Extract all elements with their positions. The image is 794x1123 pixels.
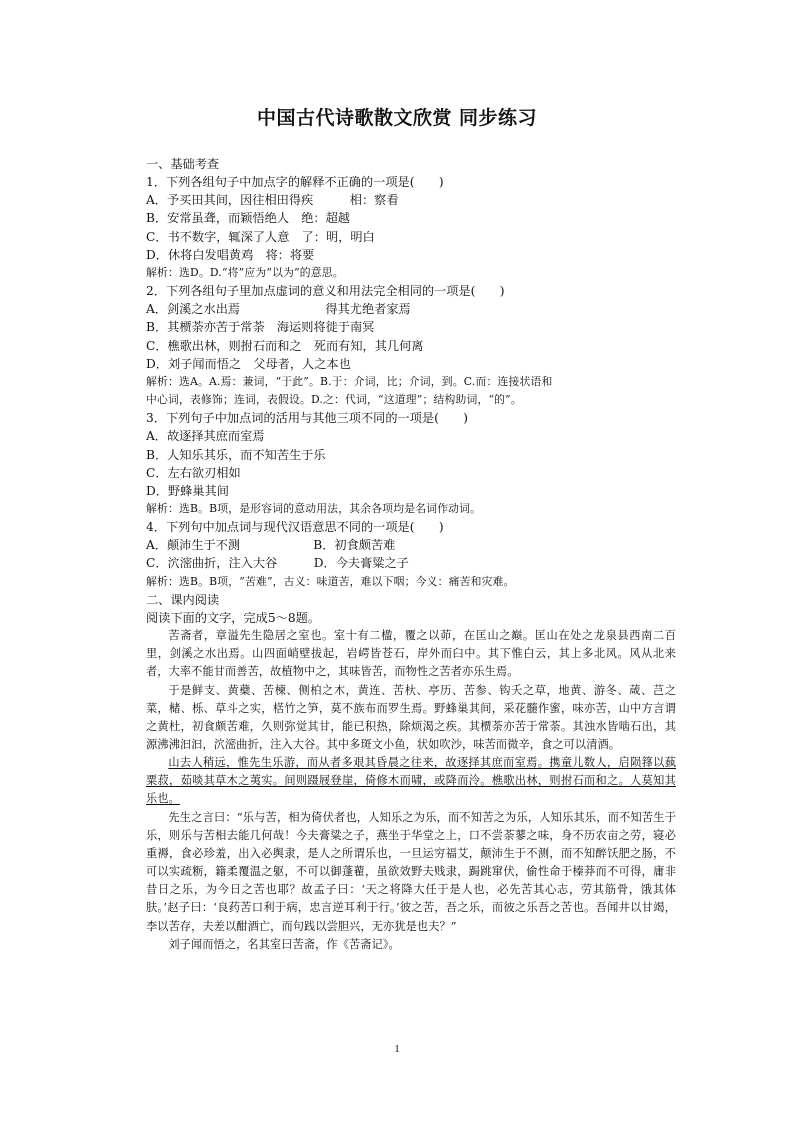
passage-paragraph: 苦斋者，章溢先生隐居之室也。室十有二楹，覆之以茆，在匡山之巅。匡山在处之龙泉县西南二百里，剑溪之水出焉。山四面峭壁拔起，岩崿皆苍石，岸外而臼中。其下惟白云，其上多北风。风从北来者，大率不能甘而善苦，故植物中之，其味皆苦，而物性之苦者亦乐生焉。 — [146, 629, 676, 679]
reading-instruction: 阅读下面的文字，完成5～8题。 — [146, 610, 320, 625]
answer-explanation: 解析：选B。B项，是形容词的意动用法，其余各项均是名词作动词。 — [146, 501, 482, 515]
option-d: D．刘子闻而悟之 父母者，人之本也 — [146, 356, 351, 371]
passage-paragraph: 刘子闻而悟之，名其室曰苦斋，作《苦斋记》。 — [168, 937, 400, 951]
passage-paragraph-underlined: 山去人稍远，惟先生乐游，而从者多艰其昏晨之往来，故逐择其庶而室焉。携童儿数人，启陨箨以蓺粟菽，茹啖其草木之荑实。间则蹑屐登崖，倚修木而啸，或降而泠。樵歌出林，则拊石而和之。人莫知其乐也。 — [146, 756, 676, 806]
section-heading: 一、基础考查 — [146, 157, 220, 171]
option-c: C．书不数字，辄深了人意 了：明，明白 — [146, 229, 375, 244]
option-a: A．予买田其间，因往相田得疾 相：察看 — [146, 193, 399, 208]
question-3: 3．下列句子中加点词的活用与其他三项不同的一项是( ) — [146, 411, 468, 426]
option-b: B．人知乐其乐，而不知苦生于乐 — [146, 447, 326, 462]
question-1: 1．下列各组句子中加点字的解释不正确的一项是( ) — [146, 175, 444, 190]
passage-paragraph: 先生之言曰：“乐与苦，相为倚伏者也，人知乐之为乐，而不知苦之为乐，人知乐其乐，而不知苦生于乐，则乐与苦相去能几何哉！今夫膏粱之子，燕坐于华堂之上，口不尝荼蓼之味，身不历农亩之劳，寝必重褥，食必珍羞，出入必舆隶，是人之所谓乐也，一旦运穷福艾，颠沛生于不测，而不知醉饫肥之肠，不可以实疏粝，籍柔覆温之躯，不可以御蓬藋，虽欲效野夫贱隶，跼跳窜伏，偷性命于榛莽而不可得，庸非昔日之乐，为今日之苦也耶？故孟子曰：‘天之将降大任于是人也，必先苦其心志，劳其筋骨，饿其体肤。’赵子曰：‘良药苦口利于病，忠言逆耳利于行。’彼之苦，吾之乐，而彼之乐吾之苦也。吾闻井以甘竭，李以苦存，夫差以酣酒亡，而句践以尝胆兴，无亦犹是也夫？” — [146, 810, 676, 933]
question-2: 2．下列各组句子里加点虚词的意义和用法完全相同的一项是( ) — [146, 284, 505, 299]
option-c: C．樵歌出林，则拊石而和之 死而有知，其几何离 — [146, 338, 424, 353]
option-b: B．其槚荼亦苦于常荼 海运则将徙于南冥 — [146, 320, 375, 335]
passage-paragraph: 于是鲜支、黄蘗、苦楝、侧柏之木，黄连、苦杕、亭历、苦参、钩夭之草，地黄、游冬、葴、芑之菜，槠、栎、草斗之实，楛竹之笋，莫不族布而罗生焉。野蜂巢其间，采花髓作蜜，味亦苦，山中方言谓之黄杜，初食颇苦难，久则弥觉其甘，能已积热，除烦渴之疾。其槚荼亦苦于常荼。其浊水皆啮石出，其源沸沸汩汩，泬滵曲折，注入大谷。其中多斑文小鱼，状如吹沙，味苦而微辛，食之可以清酒。 — [146, 683, 676, 751]
option-d: D．野蜂巢其间 — [146, 483, 229, 498]
answer-explanation-cont: 中心词，表修饰；连词，表假设。D.之：代词，“这道理”；结构助词，“的”。 — [146, 393, 522, 407]
question-4: 4．下列句中加点词与现代汉语意思不同的一项是( ) — [146, 520, 444, 535]
option-a: A．剑溪之水出焉 得其尤绝者家焉 — [146, 302, 411, 317]
answer-explanation: 解析：选B。B项，“苦难”，古义：味道苦，难以下咽；今义：痛苦和灾难。 — [146, 574, 515, 588]
page-number: 1 — [394, 1043, 400, 1055]
option-c: C．左右欲刃相如 — [146, 465, 241, 480]
options-cd: C．泬滵曲折，注入大谷 D．今夫膏粱之子 — [146, 556, 409, 571]
options-ab: A．颠沛生于不测 B．初食颇苦难 — [146, 538, 396, 553]
option-a: A．故逐择其庶而室焉 — [146, 429, 265, 444]
answer-explanation: 解析：选A。A.焉：兼词，“于此”。B.于：介词，比；介词，到。C.而：连接状语和 — [146, 374, 553, 388]
option-d: D．休将白发唱黄鸡 将：将要 — [146, 247, 315, 262]
page-title: 中国古代诗歌散文欣赏 同步练习 — [256, 107, 538, 129]
answer-explanation: 解析：选D。D.“将”应为“以为”的意思。 — [146, 265, 344, 279]
section-heading: 二、课内阅读 — [146, 592, 220, 607]
document-body — [146, 155, 676, 954]
option-b: B．安常虽聋，而颖悟绝人 绝：超越 — [146, 211, 350, 226]
